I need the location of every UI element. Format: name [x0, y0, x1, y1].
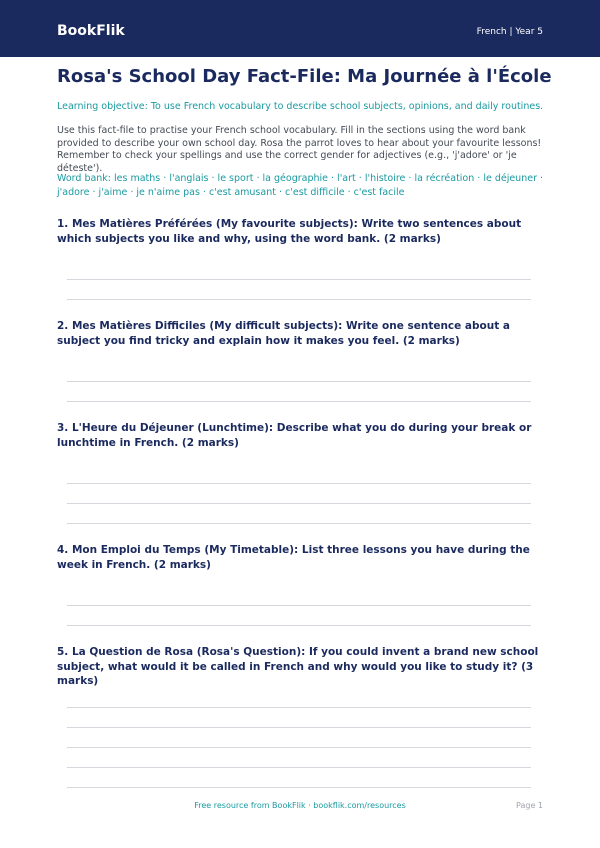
- question-1: 1. Mes Matières Préférées (My favourite subjects): Write two sentences about which subjects you like and why, using the word bank. (2 marks): [57, 218, 522, 245]
- answer-line[interactable]: [67, 625, 531, 626]
- answer-line[interactable]: [67, 605, 531, 606]
- brand-logo: BookFlik: [57, 23, 125, 39]
- page-title: Rosa's School Day Fact-File: Ma Journée à l'École: [57, 66, 552, 87]
- answer-line[interactable]: [67, 381, 531, 382]
- answer-line[interactable]: [67, 747, 531, 748]
- answer-line[interactable]: [67, 787, 531, 788]
- question-4: 4. Mon Emploi du Temps (My Timetable): List three lessons you have during the week in French. (2 marks): [57, 544, 530, 571]
- answer-line[interactable]: [67, 299, 531, 300]
- answer-line[interactable]: [67, 707, 531, 708]
- answer-line[interactable]: [67, 503, 531, 504]
- word-bank: Word bank: les maths · l'anglais · le sport · la géographie · l'art · l'histoire · la récréation · le déjeuner · j'adore · j'aime · je n'aime pas · c'est amusant · c'est difficile · c'est facile: [57, 173, 544, 198]
- learning-objective: Learning objective: To use French vocabulary to describe school subjects, opinions, and daily routines.: [57, 101, 544, 112]
- answer-line[interactable]: [67, 767, 531, 768]
- answer-line[interactable]: [67, 727, 531, 728]
- question-2: 2. Mes Matières Difficiles (My difficult subjects): Write one sentence about a subject you find tricky and explain how it makes you feel. (2 marks): [57, 320, 510, 347]
- answer-line[interactable]: [67, 279, 531, 280]
- footer-text: Free resource from BookFlik · bookflik.com/resources: [194, 801, 406, 810]
- intro-text: Use this fact-file to practise your French school vocabulary. Fill in the sections using the word bank provided to describe your own school day. Rosa the parrot loves to hear about your favourite lessons! Remember to check your spellings and use the correct gender for adjectives (e.g., 'j'adore' or 'je déteste').: [57, 125, 542, 174]
- header-bar: [0, 0, 600, 57]
- page-number: Page 1: [516, 801, 543, 810]
- question-5: 5. La Question de Rosa (Rosa's Question): If you could invent a brand new school subject, what would it be called in French and why would you like to study it? (3 marks): [57, 646, 539, 687]
- answer-line[interactable]: [67, 401, 531, 402]
- answer-line[interactable]: [67, 523, 531, 524]
- question-3: 3. L'Heure du Déjeuner (Lunchtime): Describe what you do during your break or lunchtime in French. (2 marks): [57, 422, 532, 449]
- subject-year-label: French | Year 5: [476, 27, 543, 37]
- answer-line[interactable]: [67, 483, 531, 484]
